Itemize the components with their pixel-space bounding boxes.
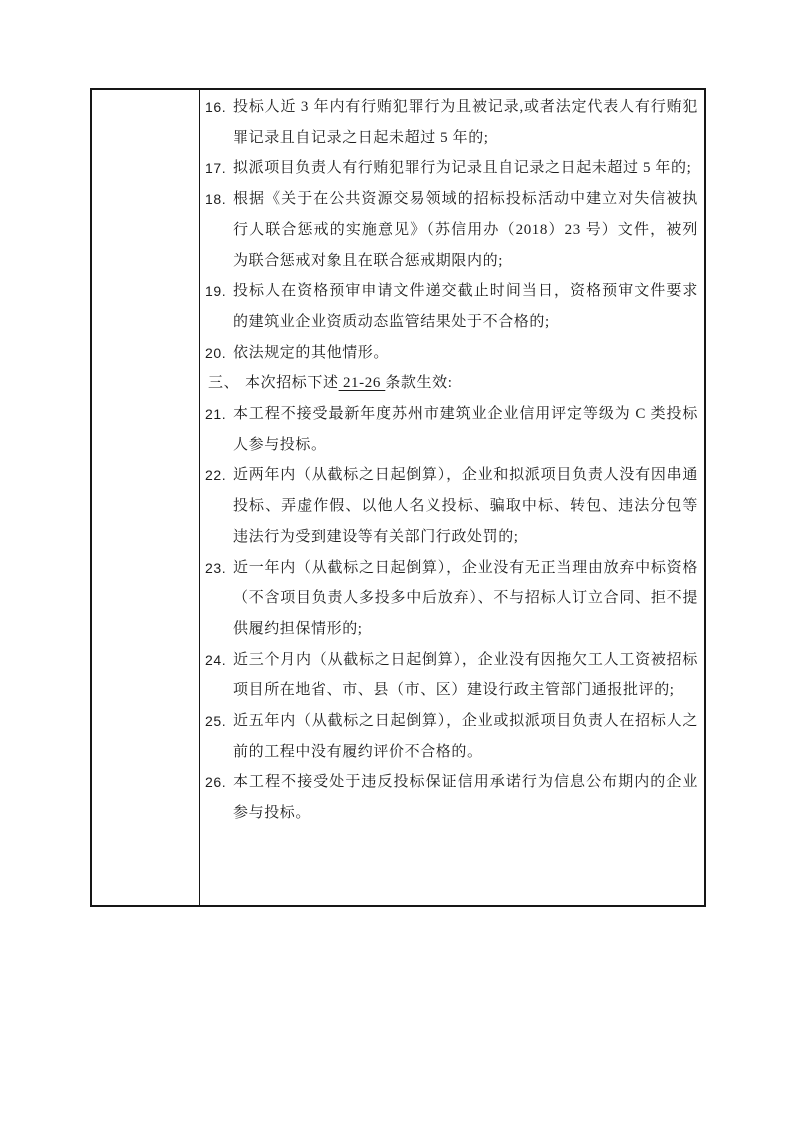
clause-item-26 [205,767,698,828]
clause-number: 21. [205,406,227,423]
clause-text: 本工程不接受最新年度苏州市建筑业企业信用评定等级为 C 类投标人参与投标。 [233,406,698,453]
clause-number: 18. [205,191,227,208]
clause-number: 23. [205,559,227,576]
clause-number: 25. [205,713,227,730]
clause-text: 本工程不接受处于违反投标保证信用承诺行为信息公布期内的企业参与投标。 [233,774,698,822]
clause-item-18 [205,184,698,276]
section-heading-text [245,368,698,399]
clause-text: 近两年内（从截标之日起倒算），企业和拟派项目负责人没有因串通投标、弄虚作假、以他人名义投标、骗取中标、转包、违法分包等违法行为受到建设等有关部门行政处罚的; [233,467,698,545]
clause-number: 20. [205,344,227,361]
clauses-table [90,88,706,907]
clause-item-24 [205,645,698,706]
clause-text: 近五年内（从截标之日起倒算），企业或拟派项目负责人在招标人之前的工程中没有履约评价不合格的。 [233,713,698,760]
clause-item-17 [205,153,698,184]
clause-item-20 [205,338,698,369]
section-heading-suffix: 条款生效: [385,375,453,392]
clause-text: 近一年内（从截标之日起倒算），企业没有无正当理由放弃中标资格（不含项目负责人多投多中后放弃）、不与招标人订立合同、拒不提供履约担保情形的; [233,559,698,637]
clause-text: 根据《关于在公共资源交易领域的招标投标活动中建立对失信被执行人联合惩戒的实施意见》（苏信用办（2018）23 号）文件，被列为联合惩戒对象且在联合惩戒期限内的; [233,191,698,269]
clause-text: 投标人在资格预审申请文件递交截止时间当日，资格预审文件要求的建筑业企业资质动态监管结果处于不合格的; [233,283,698,330]
clause-number: 26. [205,774,227,791]
clause-number: 17. [205,160,227,177]
table-right-cell [200,90,704,905]
section-heading-number: 三、 [208,375,240,392]
section-heading-underlined-range: 21-26 [338,375,386,392]
clause-text: 依法规定的其他情形。 [233,344,390,361]
clause-number: 19. [205,283,227,300]
clause-text: 近三个月内（从截标之日起倒算），企业没有因拖欠工人工资被招标项目所在地省、市、县（市、区）建设行政主管部门通报批评的; [233,651,698,699]
section-heading-prefix: 本次招标下述 [245,375,339,392]
clause-text: 投标人近 3 年内有行贿犯罪行为且被记录,或者法定代表人有行贿犯罪记录且自记录之日起未超过 5 年的; [233,99,698,146]
clause-item-23 [205,553,698,645]
clause-item-16 [205,92,698,153]
clause-number: 16. [205,99,227,115]
clause-number: 24. [205,651,227,668]
clause-text: 拟派项目负责人有行贿犯罪行为记录且自记录之日起未超过 5 年的; [233,160,692,177]
clause-number: 22. [205,467,227,484]
clause-item-22 [205,460,698,552]
section-heading [205,368,698,399]
clause-item-19 [205,276,698,337]
clause-item-25 [205,706,698,767]
clause-item-21 [205,399,698,460]
table-left-cell [92,90,200,905]
